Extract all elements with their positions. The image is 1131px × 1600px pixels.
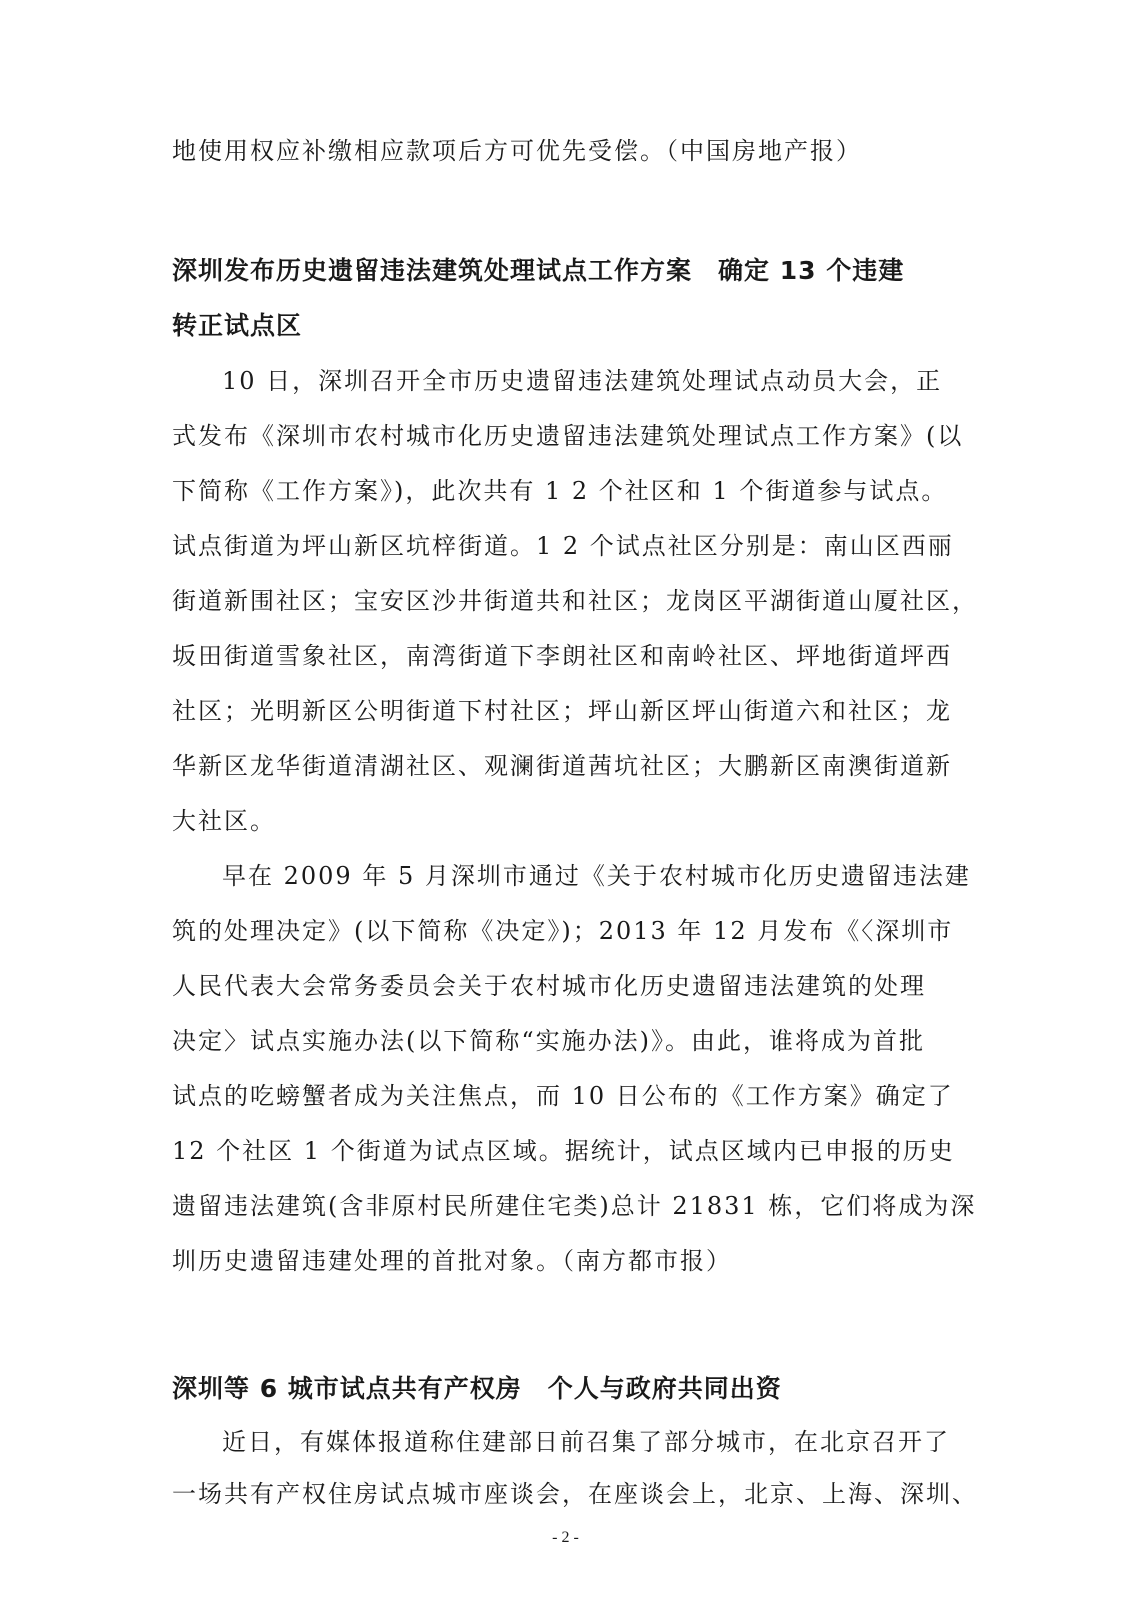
article1-p1-line: 大社区。 <box>172 807 276 835</box>
article1-p2-line: 决定〉试点实施办法(以下简称“实施办法)》。由此，谁将成为首批 <box>172 1027 925 1055</box>
article1-p1-line: 街道新围社区；宝安区沙井街道共和社区；龙岗区平湖街道山厦社区， <box>172 587 978 615</box>
article1-p1-line: 10 日，深圳召开全市历史遗留违法建筑处理试点动员大会，正 <box>222 367 943 395</box>
article1-p1-line: 华新区龙华街道清湖社区、观澜街道茜坑社区；大鹏新区南澳街道新 <box>172 752 952 780</box>
article1-p1-line: 式发布《深圳市农村城市化历史遗留违法建筑处理试点工作方案》(以 <box>172 422 964 450</box>
page-number: - 2 - <box>552 1529 579 1546</box>
article1-title-line-2: 转正试点区 <box>172 311 303 340</box>
article1-p2-line: 早在 2009 年 5 月深圳市通过《关于农村城市化历史遗留违法建 <box>222 862 971 890</box>
article1-p2-line: 试点的吃螃蟹者成为关注焦点，而 10 日公布的《工作方案》确定了 <box>172 1082 954 1110</box>
intro-tail-line: 地使用权应补缴相应款项后方可优先受偿。（中国房地产报） <box>172 137 862 165</box>
article1-p2-line: 12 个社区 1 个街道为试点区域。据统计，试点区域内已申报的历史 <box>172 1137 955 1165</box>
article1-p2-line: 遗留违法建筑(含非原村民所建住宅类)总计 21831 栋，它们将成为深 <box>172 1192 977 1220</box>
article1-p1-line: 试点街道为坪山新区坑梓街道。1 2 个试点社区分别是：南山区西丽 <box>172 532 954 560</box>
article1-p2-line: 圳历史遗留违建处理的首批对象。（南方都市报） <box>172 1247 732 1275</box>
article1-p2-line: 人民代表大会常务委员会关于农村城市化历史遗留违法建筑的处理 <box>172 972 926 1000</box>
article1-p1-line: 下简称《工作方案》)，此次共有 1 2 个社区和 1 个街道参与试点。 <box>172 477 948 505</box>
article1-title-line-1: 深圳发布历史遗留违法建筑处理试点工作方案 确定 13 个违建 <box>172 256 905 285</box>
article2-title: 深圳等 6 城市试点共有产权房 个人与政府共同出资 <box>172 1374 782 1403</box>
article2-p1-line: 近日，有媒体报道称住建部日前召集了部分城市，在北京召开了 <box>222 1428 950 1456</box>
article1-p1-line: 社区；光明新区公明街道下村社区；坪山新区坪山街道六和社区；龙 <box>172 697 952 725</box>
article1-p2-line: 筑的处理决定》(以下简称《决定》)；2013 年 12 月发布《〈深圳市 <box>172 917 954 945</box>
article1-p1-line: 坂田街道雪象社区，南湾街道下李朗社区和南岭社区、坪地街道坪西 <box>172 642 952 670</box>
article2-p1-line: 一场共有产权住房试点城市座谈会，在座谈会上，北京、上海、深圳、 <box>172 1480 978 1508</box>
